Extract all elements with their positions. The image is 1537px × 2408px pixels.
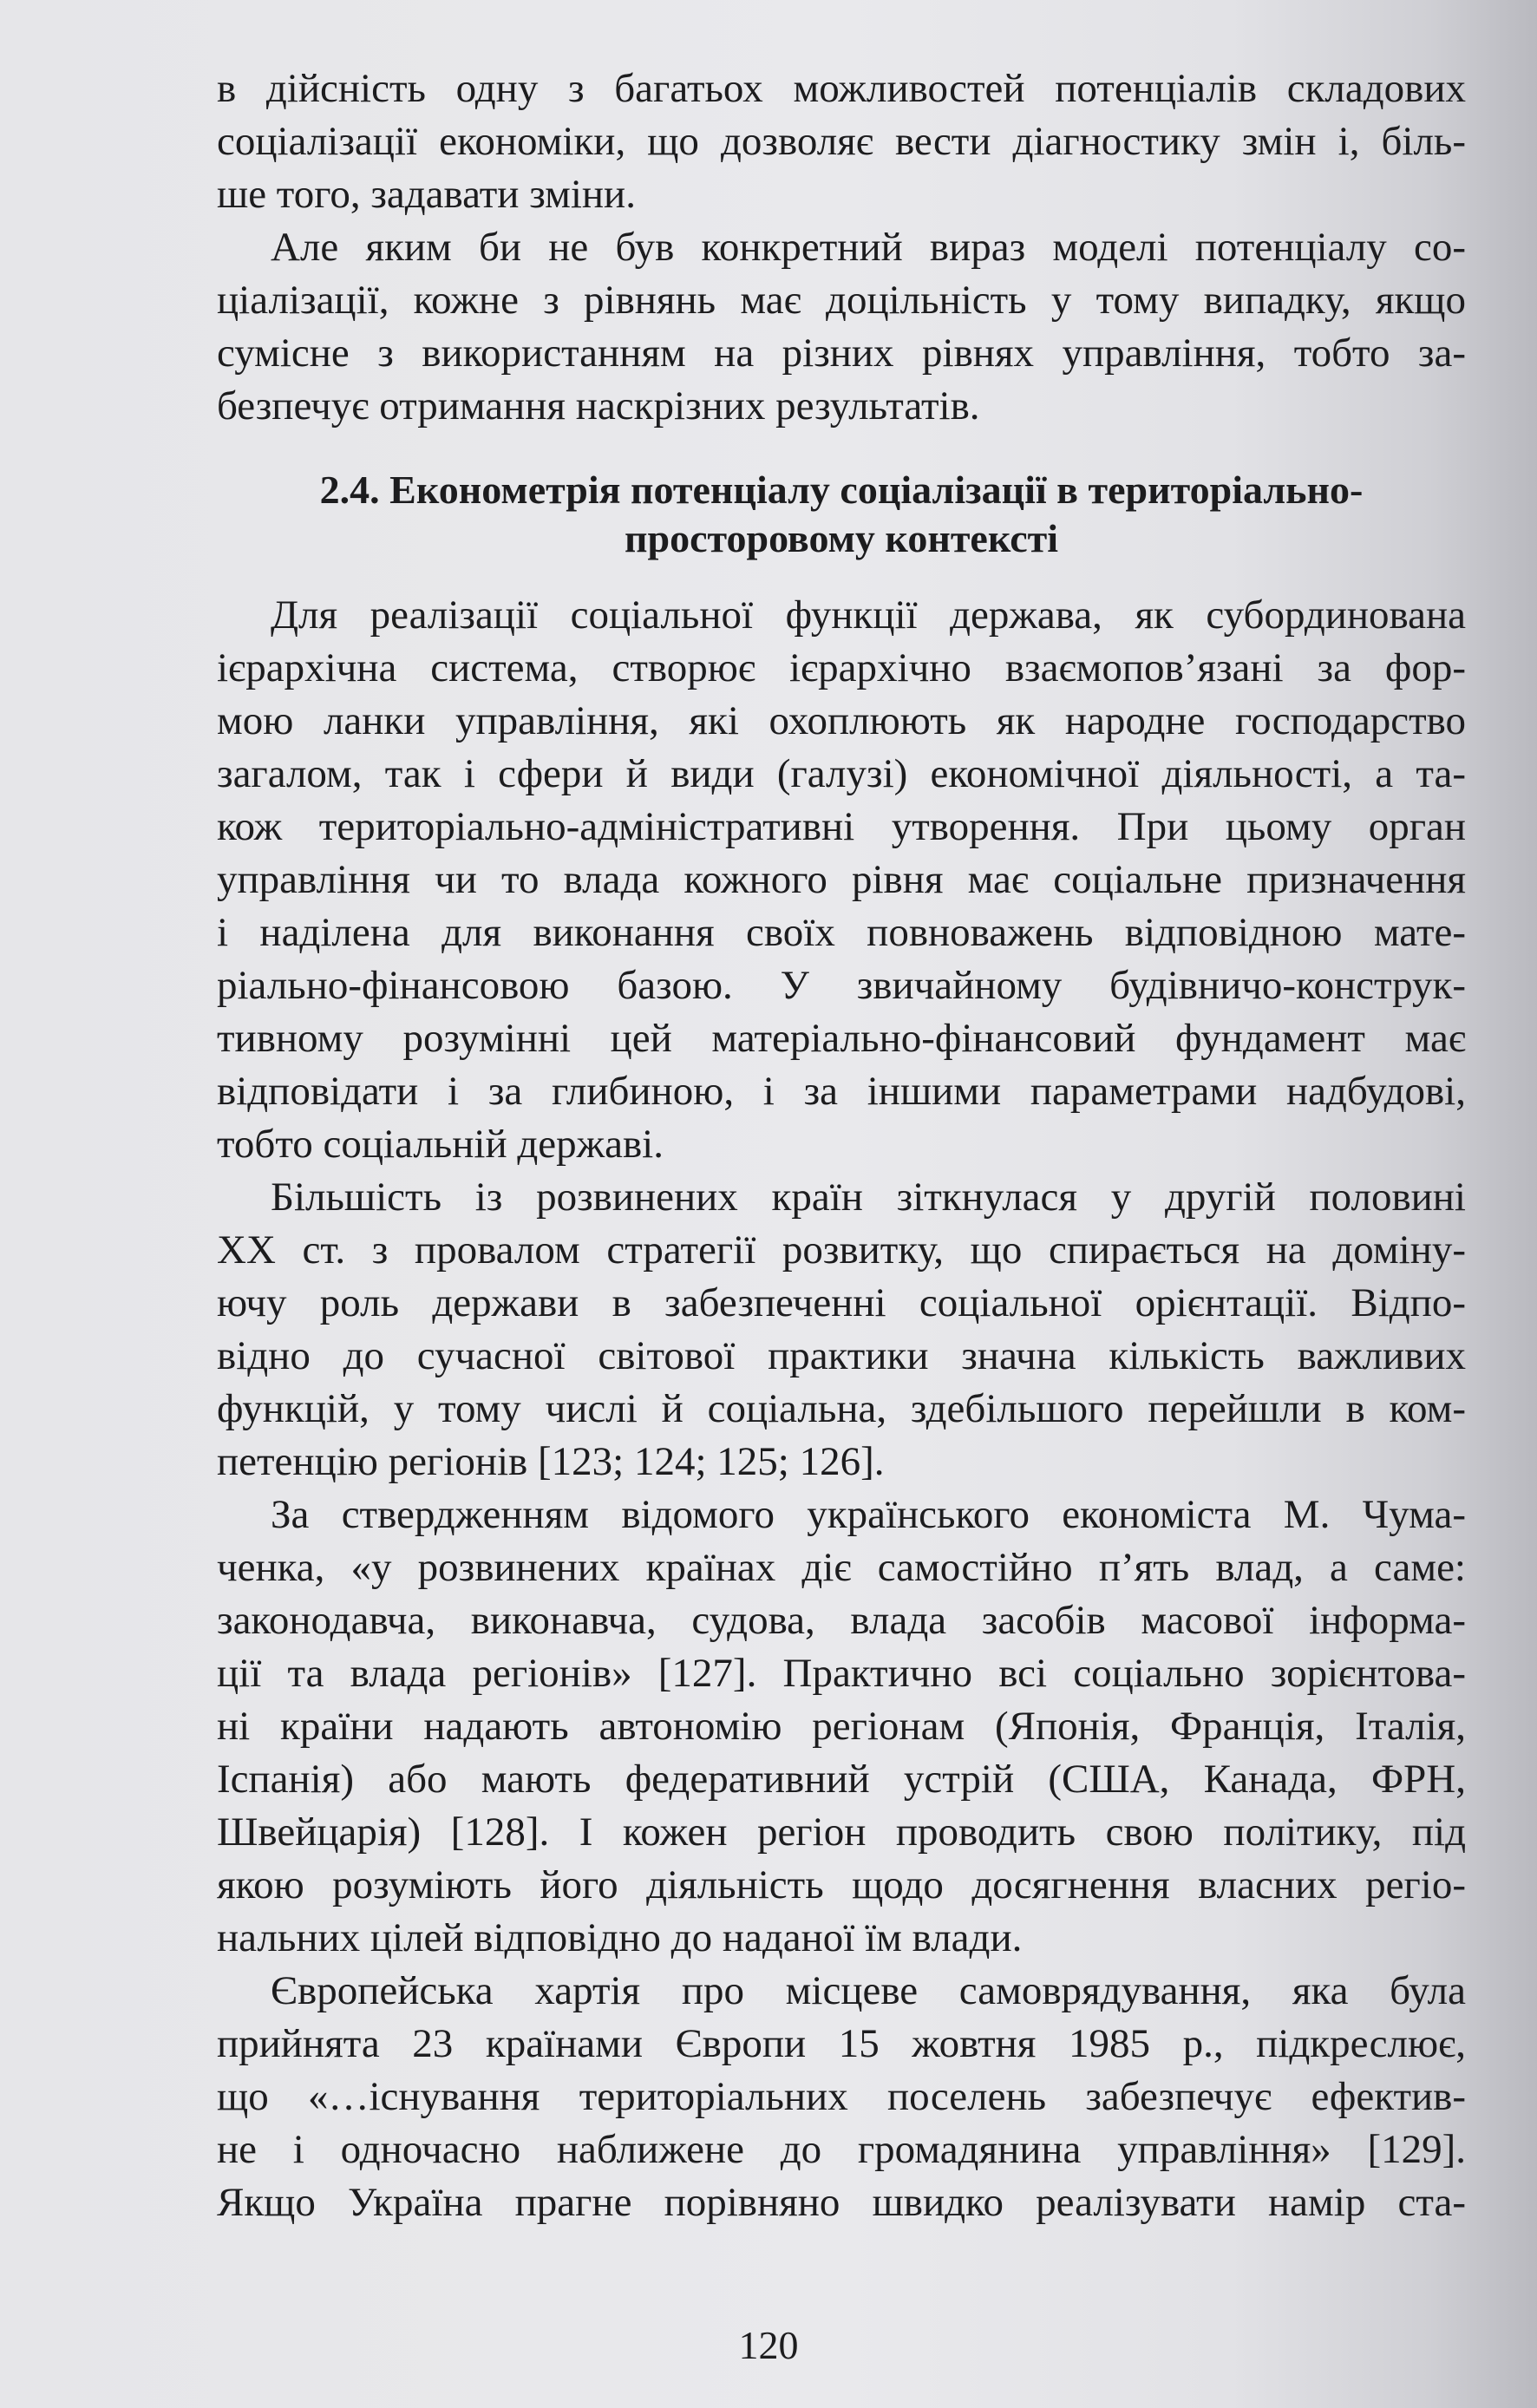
text-line: прийнята 23 країнами Європи 15 жовтня 1985 р., підкреслює, [217, 2021, 1466, 2066]
text-line: Європейська хартія про місцеве самоврядування, яка була [271, 1968, 1466, 2013]
text-line: Для реалізації соціальної функції держава, як субординована [271, 592, 1466, 638]
text-line: якою розуміють його діяльність щодо досягнення власних регіо- [217, 1862, 1466, 1907]
section-heading [217, 466, 1466, 563]
text-line: загалом, так і сфери й види (галузі) економічної діяльності, а та- [217, 751, 1466, 796]
text-line: ціалізації, кожне з рівнянь має доцільність у тому випадку, якщо [217, 278, 1466, 323]
text-before-heading [217, 62, 1466, 433]
paragraph [217, 62, 1466, 221]
text-line: що «…існування територіальних поселень забезпечує ефектив- [217, 2074, 1466, 2119]
text-line: петенцію регіонів [123; 124; 125; 126]. [217, 1439, 885, 1484]
text-line: соціалізації економіки, що дозволяє вести діагностику змін і, біль- [217, 119, 1466, 164]
text-line: управління чи то влада кожного рівня має соціальне призначення [217, 857, 1466, 902]
text-line: ченка, «у розвинених країнах діє самостійно п’ять влад, а саме: [217, 1545, 1466, 1590]
text-line: ше того, задавати зміни. [217, 172, 636, 217]
text-line: XX ст. з провалом стратегії розвитку, що спирається на доміну- [217, 1227, 1466, 1273]
paragraph [217, 1965, 1466, 2229]
text-line: відно до сучасної світової практики значна кількість важливих [217, 1333, 1466, 1378]
text-line: законодавча, виконавча, судова, влада засобів масової інформа- [217, 1598, 1466, 1643]
text-line: функцій, у тому числі й соціальна, здебільшого перейшли в ком- [217, 1386, 1466, 1431]
text-line: тобто соціальній державі. [217, 1122, 664, 1167]
heading-line: 2.4. Економетрія потенціалу соціалізації в територіально- [319, 468, 1364, 512]
text-line: і наділена для виконання своїх повноважень відповідною мате- [217, 910, 1466, 955]
heading-line: просторовому контексті [625, 516, 1058, 560]
text-line: Іспанія) або мають федеративний устрій (США, Канада, ФРН, [217, 1757, 1466, 1802]
paragraph [217, 589, 1466, 1171]
text-line: ієрархічна система, створює ієрархічно взаємопов’язані за фор- [217, 645, 1466, 690]
text-line: безпечує отримання наскрізних результатів. [217, 383, 980, 429]
text-line: ючу роль держави в забезпеченні соціальної орієнтації. Відпо- [217, 1280, 1466, 1325]
section-body [217, 589, 1466, 2229]
text-line: Швейцарія) [128]. І кожен регіон проводить свою політику, під [217, 1809, 1466, 1855]
text-line: тивному розумінні цей матеріально-фінансовий фундамент має [217, 1016, 1466, 1061]
text-line: сумісне з використанням на різних рівнях управління, тобто за- [217, 330, 1466, 376]
paragraph [217, 1171, 1466, 1489]
text-line: відповідати і за глибиною, і за іншими параметрами надбудові, [217, 1069, 1466, 1114]
text-line: в дійсність одну з багатьох можливостей потенціалів складових [217, 66, 1466, 111]
paragraph [217, 221, 1466, 433]
text-line: Але яким би не був конкретний вираз моделі потенціалу со- [271, 225, 1466, 270]
text-line: мою ланки управління, які охоплюють як народне господарство [217, 698, 1466, 743]
text-line: Якщо Україна прагне порівняно швидко реалізувати намір ста- [217, 2180, 1466, 2225]
paragraph [217, 1489, 1466, 1965]
text-line: не і одночасно наближене до громадянина управління» [129]. [217, 2127, 1466, 2172]
text-line: нальних цілей відповідно до наданої їм влади. [217, 1915, 1023, 1960]
book-page [217, 62, 1466, 2229]
page-number: 120 [738, 2323, 799, 2367]
text-line: ріально-фінансовою базою. У звичайному будівничо-конструк- [217, 963, 1466, 1008]
text-line: кож територіально-адміністративні утворення. При цьому орган [217, 804, 1466, 849]
text-line: Більшість із розвинених країн зіткнулася у другій половині [271, 1175, 1466, 1220]
text-line: ції та влада регіонів» [127]. Практично всі соціально зорієнтова- [217, 1651, 1466, 1696]
text-line: За ствердженням відомого українського економіста М. Чума- [271, 1492, 1466, 1537]
text-line: ні країни надають автономію регіонам (Японія, Франція, Італія, [217, 1704, 1466, 1749]
